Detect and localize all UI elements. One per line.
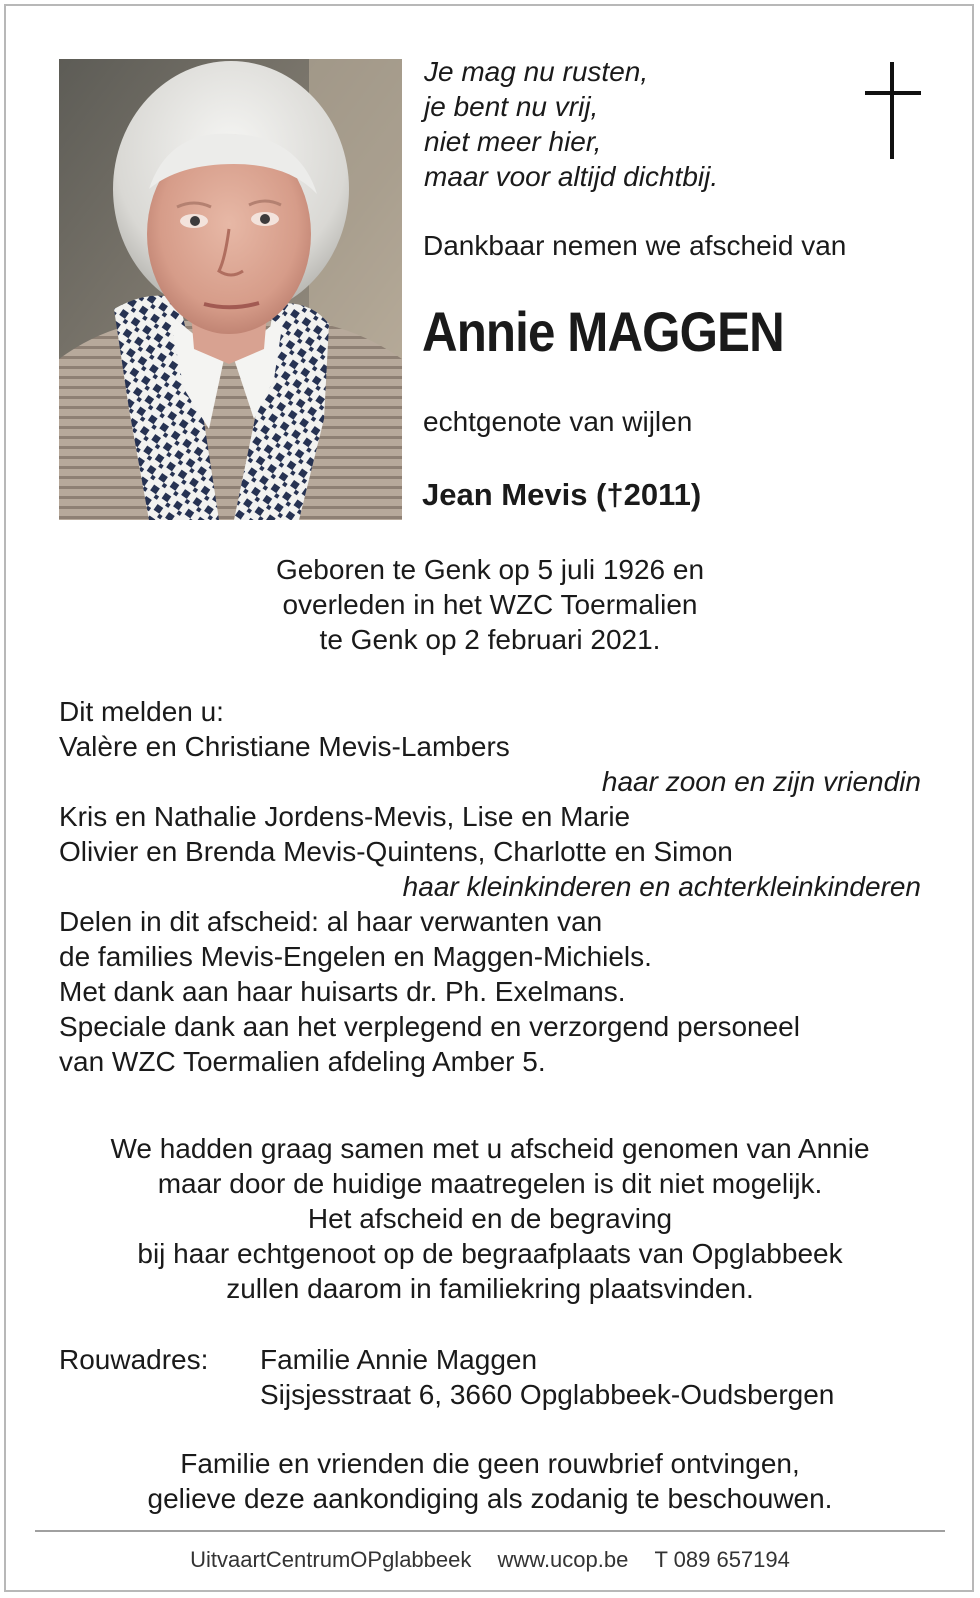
family-line: Olivier en Brenda Mevis-Quintens, Charlotte en Simon — [59, 836, 733, 867]
family-line: Kris en Nathalie Jordens-Mevis, Lise en Marie — [59, 801, 631, 832]
poem-line: je bent nu vrij, — [424, 91, 599, 122]
address-line: Familie Annie Maggen — [260, 1344, 538, 1375]
footer — [0, 1546, 980, 1574]
birth-death-line: overleden in het WZC Toermalien — [282, 589, 698, 620]
deceased-name: Annie MAGGEN — [422, 300, 784, 363]
family-line: Met dank aan haar huisarts dr. Ph. Exelmans. — [59, 976, 626, 1007]
family-line: Valère en Christiane Mevis-Lambers — [59, 731, 510, 762]
family-opening: Dit melden u: — [59, 696, 224, 727]
family-line: van WZC Toermalien afdeling Amber 5. — [59, 1046, 546, 1077]
family-relation: haar zoon en zijn vriendin — [601, 766, 921, 797]
farewell-line: zullen daarom in familiekring plaatsvinden. — [226, 1273, 754, 1304]
farewell-line: maar door de huidige maatregelen is dit niet mogelijk. — [157, 1168, 823, 1199]
portrait-photo — [59, 59, 402, 520]
footer-divider — [35, 1530, 945, 1532]
footer-company: UitvaartCentrumOPglabbeek — [190, 1547, 472, 1572]
poem — [424, 54, 718, 194]
poem-line: maar voor altijd dichtbij. — [424, 161, 719, 192]
poem-line: niet meer hier, — [424, 126, 602, 157]
family-line: de families Mevis-Engelen en Maggen-Michiels. — [59, 941, 652, 972]
address-label: Rouwadres: — [59, 1344, 209, 1375]
spouse-name: Jean Mevis (†2011) — [422, 477, 702, 512]
birth-death-info — [40, 552, 940, 657]
notice-text — [40, 1446, 940, 1516]
spouse-label: echtgenote van wijlen — [423, 406, 693, 437]
address-value — [260, 1342, 834, 1412]
family-announcement — [59, 694, 921, 1079]
address-line: Sijsjesstraat 6, 3660 Opglabbeek-Oudsbergen — [260, 1379, 835, 1410]
farewell-line: We hadden graag samen met u afscheid genomen van Annie — [110, 1133, 870, 1164]
notice-line: gelieve deze aankondiging als zodanig te beschouwen. — [147, 1483, 833, 1514]
family-line: Speciale dank aan het verplegend en verzorgend personeel — [59, 1011, 800, 1042]
farewell-paragraph — [40, 1131, 940, 1306]
birth-death-line: te Genk op 2 februari 2021. — [319, 624, 661, 655]
footer-website: www.ucop.be — [497, 1547, 629, 1572]
notice-line: Familie en vrienden die geen rouwbrief ontvingen, — [180, 1448, 800, 1479]
birth-death-line: Geboren te Genk op 5 juli 1926 en — [275, 554, 705, 585]
farewell-line: Het afscheid en de begraving — [307, 1203, 673, 1234]
farewell-line: bij haar echtgenoot op de begraafplaats van Opglabbeek — [137, 1238, 843, 1269]
cross-icon — [865, 62, 921, 159]
family-relation: haar kleinkinderen en achterkleinkinderen — [402, 871, 921, 902]
intro-text: Dankbaar nemen we afscheid van — [423, 230, 847, 261]
family-line: Delen in dit afscheid: al haar verwanten van — [59, 906, 603, 937]
poem-line: Je mag nu rusten, — [424, 56, 649, 87]
footer-phone: T 089 657194 — [654, 1547, 790, 1572]
